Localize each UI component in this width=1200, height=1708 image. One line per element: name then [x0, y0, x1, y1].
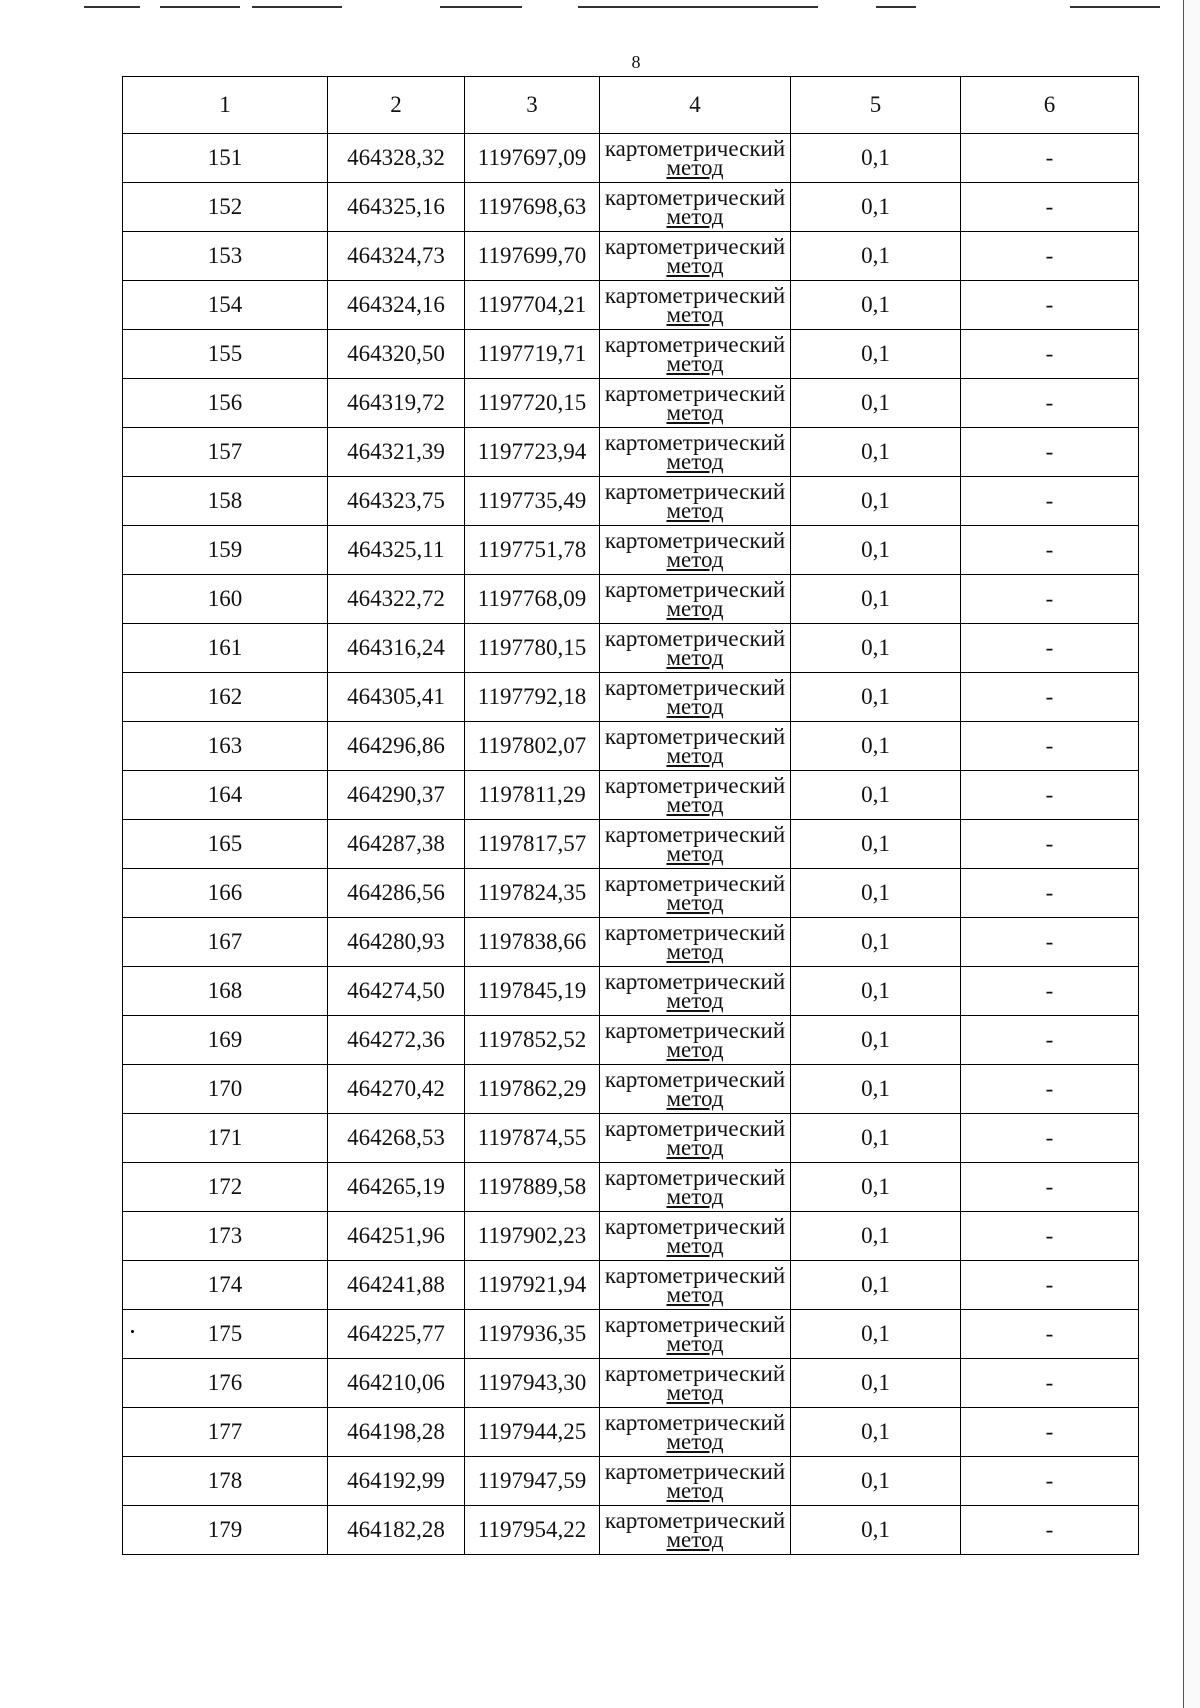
column-header: 5 — [791, 77, 961, 134]
method-line-2: метод — [666, 939, 724, 964]
accuracy-cell: 0,1 — [791, 1359, 961, 1408]
method-line-1: картометрический — [604, 822, 786, 847]
column-header: 6 — [961, 77, 1139, 134]
coordinate-y-cell: 1197792,18 — [465, 673, 600, 722]
coordinate-y-cell: 1197817,57 — [465, 820, 600, 869]
accuracy-cell: 0,1 — [791, 1065, 961, 1114]
note-cell: - — [961, 869, 1139, 918]
point-number-cell: 166 — [123, 869, 328, 918]
method-cell — [600, 477, 791, 526]
method-line-2: метод — [666, 302, 724, 327]
coordinate-x-cell: 464316,24 — [328, 624, 465, 673]
method-line-2: метод — [666, 1429, 724, 1454]
method-line-2: метод — [666, 988, 724, 1013]
method-line-1: картометрический — [604, 1067, 786, 1092]
method-line-1: картометрический — [604, 871, 786, 896]
note-cell: - — [961, 1457, 1139, 1506]
accuracy-cell: 0,1 — [791, 820, 961, 869]
coordinates-table — [122, 76, 1139, 1555]
note-cell: - — [961, 771, 1139, 820]
table-body — [123, 134, 1139, 1555]
accuracy-cell: 0,1 — [791, 1163, 961, 1212]
method-cell — [600, 379, 791, 428]
note-cell: - — [961, 428, 1139, 477]
method-line-2: метод — [666, 155, 724, 180]
method-cell — [600, 624, 791, 673]
table-row — [123, 477, 1139, 526]
method-cell — [600, 232, 791, 281]
point-number-cell: 163 — [123, 722, 328, 771]
point-number-cell: 172 — [123, 1163, 328, 1212]
coordinate-y-cell: 1197902,23 — [465, 1212, 600, 1261]
method-line-1: картометрический — [604, 675, 786, 700]
accuracy-cell: 0,1 — [791, 330, 961, 379]
method-line-2: метод — [666, 1135, 724, 1160]
method-line-2: метод — [666, 1086, 724, 1111]
method-line-2: метод — [666, 204, 724, 229]
note-cell: - — [961, 1163, 1139, 1212]
method-line-1: картометрический — [604, 381, 786, 406]
point-number-cell: 174 — [123, 1261, 328, 1310]
method-cell — [600, 1457, 791, 1506]
method-cell — [600, 967, 791, 1016]
scan-mark — [252, 6, 342, 8]
point-number-cell: 158 — [123, 477, 328, 526]
method-cell — [600, 1408, 791, 1457]
point-number-cell: 176 — [123, 1359, 328, 1408]
accuracy-cell: 0,1 — [791, 1261, 961, 1310]
method-line-1: картометрический — [604, 430, 786, 455]
table-row — [123, 1310, 1139, 1359]
accuracy-cell: 0,1 — [791, 1506, 961, 1555]
column-header: 1 — [123, 77, 328, 134]
method-line-1: картометрический — [604, 1361, 786, 1386]
method-line-2: метод — [666, 1037, 724, 1062]
method-line-1: картометрический — [604, 332, 786, 357]
coordinate-y-cell: 1197852,52 — [465, 1016, 600, 1065]
note-cell: - — [961, 1114, 1139, 1163]
coordinate-x-cell: 464319,72 — [328, 379, 465, 428]
scan-mark — [578, 6, 818, 8]
note-cell: - — [961, 379, 1139, 428]
table-row — [123, 526, 1139, 575]
table-row — [123, 1359, 1139, 1408]
coordinate-y-cell: 1197944,25 — [465, 1408, 600, 1457]
coordinate-y-cell: 1197697,09 — [465, 134, 600, 183]
method-line-2: метод — [666, 400, 724, 425]
method-line-2: метод — [666, 498, 724, 523]
table-row — [123, 134, 1139, 183]
method-cell — [600, 1065, 791, 1114]
table-row — [123, 673, 1139, 722]
method-line-1: картометрический — [604, 479, 786, 504]
accuracy-cell: 0,1 — [791, 673, 961, 722]
coordinate-x-cell: 464325,11 — [328, 526, 465, 575]
coordinate-y-cell: 1197889,58 — [465, 1163, 600, 1212]
method-line-2: метод — [666, 253, 724, 278]
note-cell: - — [961, 1359, 1139, 1408]
coordinate-x-cell: 464251,96 — [328, 1212, 465, 1261]
method-line-2: метод — [666, 1331, 724, 1356]
coordinate-y-cell: 1197720,15 — [465, 379, 600, 428]
table-row — [123, 869, 1139, 918]
method-cell — [600, 428, 791, 477]
coordinate-x-cell: 464296,86 — [328, 722, 465, 771]
coordinate-x-cell: 464324,73 — [328, 232, 465, 281]
accuracy-cell: 0,1 — [791, 281, 961, 330]
scan-speck — [131, 1330, 134, 1333]
method-line-2: метод — [666, 841, 724, 866]
point-number-cell: 161 — [123, 624, 328, 673]
accuracy-cell: 0,1 — [791, 624, 961, 673]
point-number-cell: 178 — [123, 1457, 328, 1506]
method-line-2: метод — [666, 1527, 724, 1552]
method-line-1: картометрический — [604, 185, 786, 210]
coordinate-y-cell: 1197735,49 — [465, 477, 600, 526]
method-line-2: метод — [666, 890, 724, 915]
point-number-cell: 164 — [123, 771, 328, 820]
method-line-2: метод — [666, 547, 724, 572]
coordinate-x-cell: 464241,88 — [328, 1261, 465, 1310]
table-row — [123, 1114, 1139, 1163]
coordinate-y-cell: 1197845,19 — [465, 967, 600, 1016]
coordinate-y-cell: 1197780,15 — [465, 624, 600, 673]
table-row — [123, 1457, 1139, 1506]
method-line-2: метод — [666, 645, 724, 670]
coordinate-y-cell: 1197698,63 — [465, 183, 600, 232]
coordinate-y-cell: 1197862,29 — [465, 1065, 600, 1114]
coordinate-y-cell: 1197921,94 — [465, 1261, 600, 1310]
note-cell: - — [961, 1016, 1139, 1065]
note-cell: - — [961, 820, 1139, 869]
table-row — [123, 624, 1139, 673]
method-line-1: картометрический — [604, 724, 786, 749]
method-line-1: картометрический — [604, 1116, 786, 1141]
point-number-cell: 177 — [123, 1408, 328, 1457]
accuracy-cell: 0,1 — [791, 771, 961, 820]
method-cell — [600, 1310, 791, 1359]
method-line-2: метод — [666, 351, 724, 376]
method-line-1: картометрический — [604, 773, 786, 798]
point-number-cell: 152 — [123, 183, 328, 232]
column-header: 3 — [465, 77, 600, 134]
table-row — [123, 575, 1139, 624]
coordinate-x-cell: 464268,53 — [328, 1114, 465, 1163]
point-number-cell: 171 — [123, 1114, 328, 1163]
method-cell — [600, 575, 791, 624]
coordinate-x-cell: 464287,38 — [328, 820, 465, 869]
coordinate-x-cell: 464290,37 — [328, 771, 465, 820]
note-cell: - — [961, 918, 1139, 967]
accuracy-cell: 0,1 — [791, 1408, 961, 1457]
point-number-cell: 151 — [123, 134, 328, 183]
coordinate-x-cell: 464274,50 — [328, 967, 465, 1016]
coordinate-y-cell: 1197719,71 — [465, 330, 600, 379]
table-row — [123, 183, 1139, 232]
note-cell: - — [961, 1506, 1139, 1555]
coordinate-x-cell: 464321,39 — [328, 428, 465, 477]
method-cell — [600, 1016, 791, 1065]
coordinate-y-cell: 1197824,35 — [465, 869, 600, 918]
point-number-cell: 159 — [123, 526, 328, 575]
method-line-2: метод — [666, 596, 724, 621]
method-cell — [600, 918, 791, 967]
coordinate-y-cell: 1197811,29 — [465, 771, 600, 820]
point-number-cell: 162 — [123, 673, 328, 722]
point-number-cell: 168 — [123, 967, 328, 1016]
page-number: 8 — [631, 52, 641, 72]
accuracy-cell: 0,1 — [791, 918, 961, 967]
coordinate-y-cell: 1197704,21 — [465, 281, 600, 330]
note-cell: - — [961, 281, 1139, 330]
table-row — [123, 330, 1139, 379]
table-row — [123, 1506, 1139, 1555]
scan-mark — [160, 6, 240, 8]
method-line-2: метод — [666, 694, 724, 719]
accuracy-cell: 0,1 — [791, 1016, 961, 1065]
table-row — [123, 232, 1139, 281]
accuracy-cell: 0,1 — [791, 428, 961, 477]
point-number-cell: 170 — [123, 1065, 328, 1114]
point-number-cell: 173 — [123, 1212, 328, 1261]
table-header-row — [123, 77, 1139, 134]
method-line-1: картометрический — [604, 1165, 786, 1190]
coordinate-y-cell: 1197723,94 — [465, 428, 600, 477]
table-row — [123, 918, 1139, 967]
method-cell — [600, 1359, 791, 1408]
method-line-1: картометрический — [604, 1214, 786, 1239]
scan-page-edge — [1183, 0, 1200, 1708]
method-line-1: картометрический — [604, 136, 786, 161]
table-row — [123, 1212, 1139, 1261]
method-line-1: картометрический — [604, 969, 786, 994]
point-number-cell: 156 — [123, 379, 328, 428]
coordinate-x-cell: 464324,16 — [328, 281, 465, 330]
coordinate-x-cell: 464325,16 — [328, 183, 465, 232]
method-line-1: картометрический — [604, 1263, 786, 1288]
note-cell: - — [961, 1310, 1139, 1359]
method-line-2: метод — [666, 743, 724, 768]
table-row — [123, 1408, 1139, 1457]
method-cell — [600, 820, 791, 869]
note-cell: - — [961, 526, 1139, 575]
coordinate-x-cell: 464265,19 — [328, 1163, 465, 1212]
table-row — [123, 771, 1139, 820]
coordinate-x-cell: 464322,72 — [328, 575, 465, 624]
point-number-cell: 169 — [123, 1016, 328, 1065]
coordinate-x-cell: 464328,32 — [328, 134, 465, 183]
table-row — [123, 820, 1139, 869]
note-cell: - — [961, 1065, 1139, 1114]
table-row — [123, 428, 1139, 477]
note-cell: - — [961, 1261, 1139, 1310]
coordinate-y-cell: 1197947,59 — [465, 1457, 600, 1506]
scan-mark — [440, 6, 522, 8]
method-line-1: картометрический — [604, 234, 786, 259]
table-row — [123, 967, 1139, 1016]
coordinate-x-cell: 464305,41 — [328, 673, 465, 722]
method-cell — [600, 183, 791, 232]
coordinate-x-cell: 464225,77 — [328, 1310, 465, 1359]
accuracy-cell: 0,1 — [791, 1310, 961, 1359]
method-line-1: картометрический — [604, 577, 786, 602]
point-number-cell: 157 — [123, 428, 328, 477]
point-number-cell: 179 — [123, 1506, 328, 1555]
method-line-1: картометрический — [604, 1018, 786, 1043]
method-line-1: картометрический — [604, 626, 786, 651]
coordinate-x-cell: 464198,28 — [328, 1408, 465, 1457]
table-row — [123, 1163, 1139, 1212]
method-cell — [600, 673, 791, 722]
coordinate-x-cell: 464210,06 — [328, 1359, 465, 1408]
coordinate-y-cell: 1197943,30 — [465, 1359, 600, 1408]
coordinate-x-cell: 464270,42 — [328, 1065, 465, 1114]
method-line-2: метод — [666, 449, 724, 474]
table-row — [123, 1016, 1139, 1065]
note-cell: - — [961, 232, 1139, 281]
accuracy-cell: 0,1 — [791, 1212, 961, 1261]
table-row — [123, 281, 1139, 330]
method-line-2: метод — [666, 1478, 724, 1503]
method-line-1: картометрический — [604, 920, 786, 945]
method-line-1: картометрический — [604, 1508, 786, 1533]
method-cell — [600, 869, 791, 918]
method-cell — [600, 771, 791, 820]
accuracy-cell: 0,1 — [791, 575, 961, 624]
method-cell — [600, 526, 791, 575]
accuracy-cell: 0,1 — [791, 477, 961, 526]
accuracy-cell: 0,1 — [791, 379, 961, 428]
coordinate-y-cell: 1197936,35 — [465, 1310, 600, 1359]
coordinate-y-cell: 1197699,70 — [465, 232, 600, 281]
accuracy-cell: 0,1 — [791, 134, 961, 183]
scan-mark — [84, 6, 140, 8]
coordinate-y-cell: 1197838,66 — [465, 918, 600, 967]
coordinate-x-cell: 464192,99 — [328, 1457, 465, 1506]
scan-mark — [1070, 6, 1160, 8]
table-row — [123, 722, 1139, 771]
point-number-cell: 153 — [123, 232, 328, 281]
accuracy-cell: 0,1 — [791, 183, 961, 232]
method-line-1: картометрический — [604, 1459, 786, 1484]
point-number-cell: 155 — [123, 330, 328, 379]
note-cell: - — [961, 722, 1139, 771]
coordinate-x-cell: 464182,28 — [328, 1506, 465, 1555]
table-row — [123, 379, 1139, 428]
method-cell — [600, 1163, 791, 1212]
method-line-2: метод — [666, 1184, 724, 1209]
method-cell — [600, 1114, 791, 1163]
point-number-cell: 154 — [123, 281, 328, 330]
coordinate-y-cell: 1197768,09 — [465, 575, 600, 624]
note-cell: - — [961, 1212, 1139, 1261]
coordinate-y-cell: 1197751,78 — [465, 526, 600, 575]
method-line-2: метод — [666, 1380, 724, 1405]
note-cell: - — [961, 967, 1139, 1016]
method-line-1: картометрический — [604, 1410, 786, 1435]
scan-mark — [876, 6, 916, 8]
accuracy-cell: 0,1 — [791, 869, 961, 918]
method-line-2: метод — [666, 792, 724, 817]
point-number-cell: 175 — [123, 1310, 328, 1359]
method-cell — [600, 134, 791, 183]
method-line-2: метод — [666, 1233, 724, 1258]
coordinate-x-cell: 464280,93 — [328, 918, 465, 967]
accuracy-cell: 0,1 — [791, 526, 961, 575]
note-cell: - — [961, 1408, 1139, 1457]
coordinate-x-cell: 464286,56 — [328, 869, 465, 918]
method-line-2: метод — [666, 1282, 724, 1307]
column-header: 2 — [328, 77, 465, 134]
coordinate-y-cell: 1197802,07 — [465, 722, 600, 771]
accuracy-cell: 0,1 — [791, 722, 961, 771]
point-number-cell: 160 — [123, 575, 328, 624]
coordinate-y-cell: 1197874,55 — [465, 1114, 600, 1163]
table-row — [123, 1261, 1139, 1310]
method-cell — [600, 722, 791, 771]
method-cell — [600, 1212, 791, 1261]
note-cell: - — [961, 183, 1139, 232]
method-cell — [600, 330, 791, 379]
note-cell: - — [961, 477, 1139, 526]
note-cell: - — [961, 624, 1139, 673]
method-cell — [600, 1261, 791, 1310]
point-number-cell: 165 — [123, 820, 328, 869]
method-line-1: картометрический — [604, 1312, 786, 1337]
note-cell: - — [961, 134, 1139, 183]
method-cell — [600, 1506, 791, 1555]
accuracy-cell: 0,1 — [791, 1114, 961, 1163]
coordinate-y-cell: 1197954,22 — [465, 1506, 600, 1555]
table-row — [123, 1065, 1139, 1114]
accuracy-cell: 0,1 — [791, 967, 961, 1016]
note-cell: - — [961, 330, 1139, 379]
coordinate-x-cell: 464272,36 — [328, 1016, 465, 1065]
method-line-1: картометрический — [604, 283, 786, 308]
note-cell: - — [961, 575, 1139, 624]
accuracy-cell: 0,1 — [791, 1457, 961, 1506]
coordinate-x-cell: 464323,75 — [328, 477, 465, 526]
point-number-cell: 167 — [123, 918, 328, 967]
accuracy-cell: 0,1 — [791, 232, 961, 281]
method-cell — [600, 281, 791, 330]
column-header: 4 — [600, 77, 791, 134]
method-line-1: картометрический — [604, 528, 786, 553]
note-cell: - — [961, 673, 1139, 722]
coordinate-x-cell: 464320,50 — [328, 330, 465, 379]
